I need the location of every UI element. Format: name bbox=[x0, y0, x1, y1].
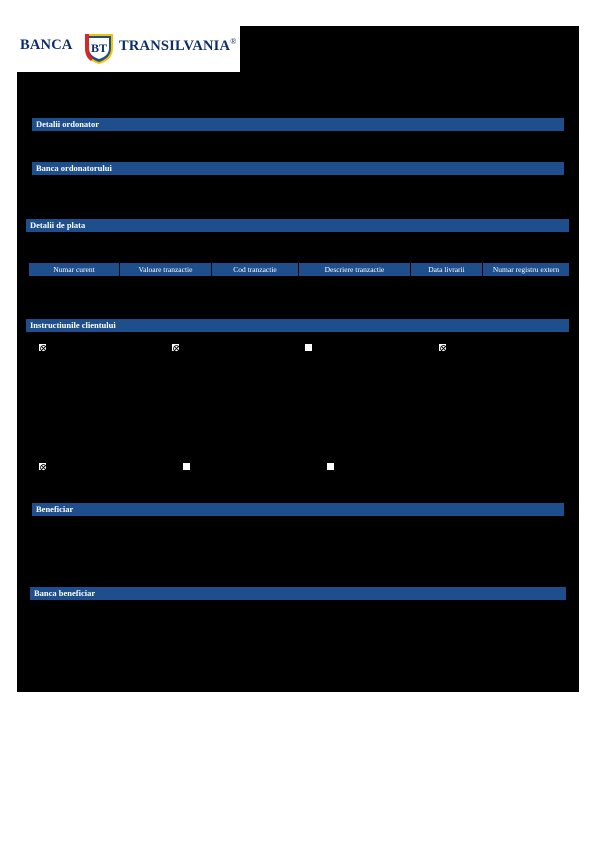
instruction-checkbox-2[interactable] bbox=[172, 344, 179, 351]
col-data-livrarii: Data livrarii bbox=[411, 263, 483, 276]
instruction-checkbox-7[interactable] bbox=[327, 463, 334, 470]
checkbox-x-icon bbox=[40, 345, 47, 352]
instruction-checkbox-6[interactable] bbox=[183, 463, 190, 470]
instruction-checkbox-3[interactable] bbox=[305, 344, 312, 351]
section-detalii-ordonator: Detalii ordonator bbox=[32, 118, 564, 131]
col-numar-curent: Numar curent bbox=[29, 263, 120, 276]
section-banca-ordonatorului: Banca ordonatorului bbox=[32, 162, 564, 175]
col-valoare-tranzactie: Valoare tranzactie bbox=[120, 263, 212, 276]
col-numar-registru-extern: Numar registru extern bbox=[483, 263, 569, 276]
checkbox-x-icon bbox=[40, 464, 47, 471]
checkbox-x-icon bbox=[440, 345, 447, 352]
logo-word-banca: BANCA bbox=[20, 37, 73, 53]
section-beneficiar: Beneficiar bbox=[32, 503, 564, 516]
logo-word-transilvania: TRANSILVANIA® bbox=[119, 37, 237, 54]
payment-table-header bbox=[29, 263, 569, 276]
section-instructiuni-client: Instructiunile clientului bbox=[26, 319, 569, 332]
instruction-checkbox-5[interactable] bbox=[39, 463, 46, 470]
col-descriere-tranzactie: Descriere tranzactie bbox=[299, 263, 411, 276]
col-cod-tranzactie: Cod tranzactie bbox=[212, 263, 299, 276]
form-sheet bbox=[17, 26, 579, 692]
checkbox-x-icon bbox=[173, 345, 180, 352]
instruction-checkbox-1[interactable] bbox=[39, 344, 46, 351]
instruction-checkbox-4[interactable] bbox=[439, 344, 446, 351]
bank-logo bbox=[17, 26, 240, 72]
section-banca-beneficiar: Banca beneficiar bbox=[30, 587, 566, 600]
bt-mark: BT bbox=[90, 41, 108, 55]
section-detalii-plata: Detalii de plata bbox=[26, 219, 569, 232]
bt-shield-icon bbox=[81, 30, 117, 66]
